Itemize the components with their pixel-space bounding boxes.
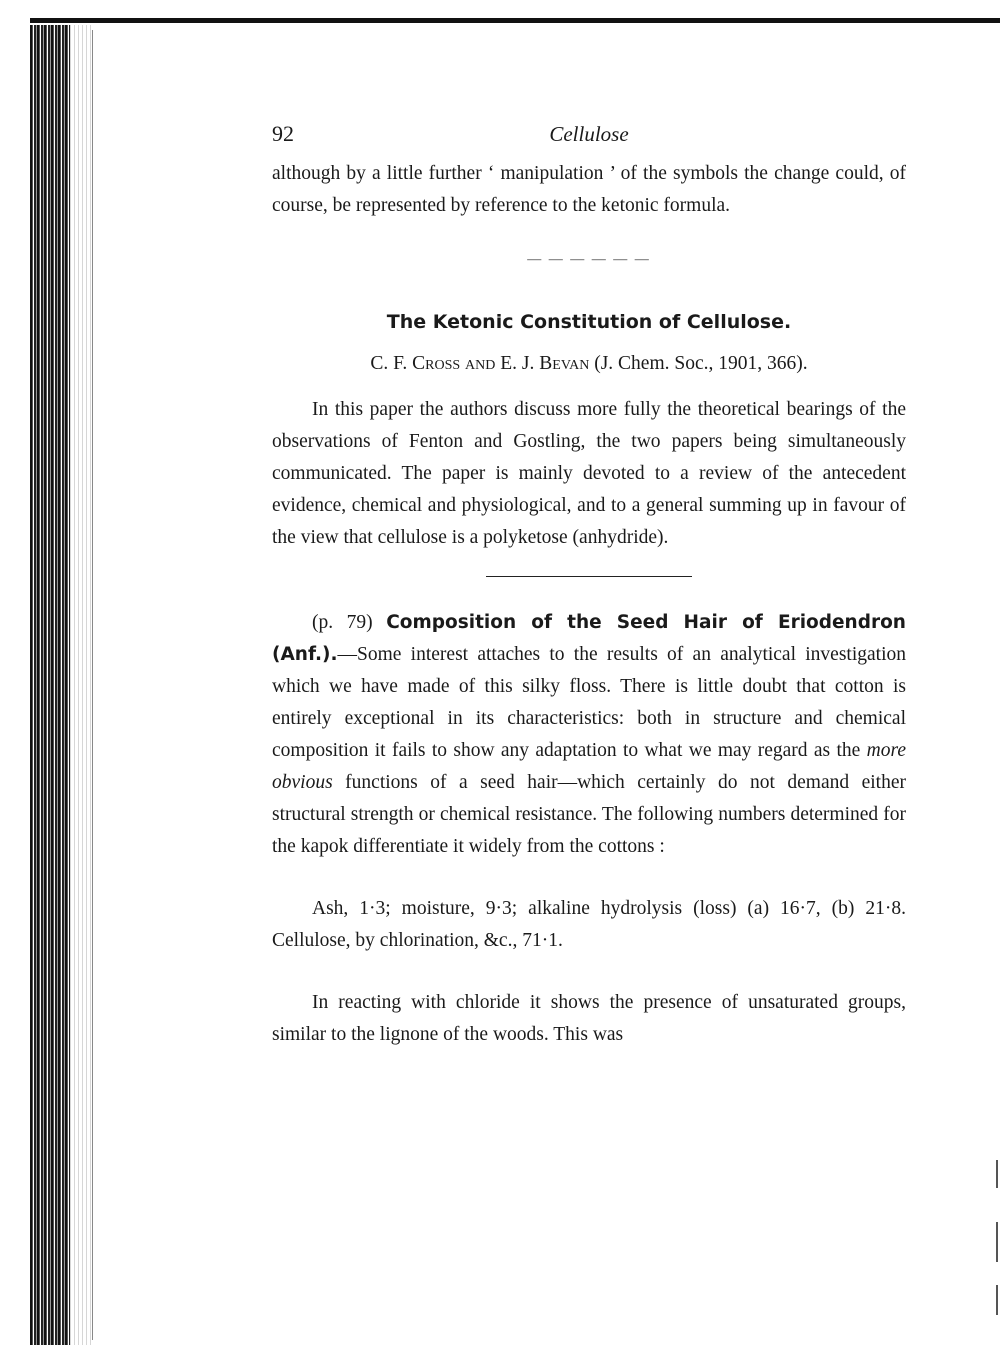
margin-mark [996, 1222, 998, 1262]
margin-mark [996, 1160, 998, 1188]
emphasis-text: more obvious [272, 740, 906, 793]
running-title: Cellulose [549, 122, 629, 146]
page-number: 92 [272, 121, 294, 146]
spacer [272, 863, 906, 893]
spacer [272, 957, 906, 987]
page-content [272, 110, 906, 1051]
kapok-text-a: —Some interest attaches to the results of an analytical investigation which we have made of this silky floss. There is little doubt that cotton is entirely exceptional in its characteristics: both in structure and chemical composition it fails to show any adaptation to what we may regard as the [272, 644, 906, 761]
kapok-paragraph [272, 607, 906, 863]
horizontal-rule [486, 576, 692, 577]
margin-mark [996, 1285, 998, 1315]
analysis-values: Ash, 1·3; moisture, 9·3; alkaline hydrolysis (loss) (a) 16·7, (b) 21·8. Cellulose, by chlorination, &c., 71·1. [272, 898, 906, 951]
abstract-paragraph: In this paper the authors discuss more fully the theoretical bearings of the observations of Fenton and Gostling, the two papers being simultaneously communicated. The paper is mainly devoted to a review of the antecedent evidence, chemical and physiological, and to a general summing up in favour of the view that cellulose is a polyketose (anhydride). [272, 399, 906, 548]
kapok-heading: Composition of the Seed Hair of Eriodendron (Anf.). [272, 612, 906, 665]
kapok-text-b: functions of a seed hair—which certainly do not demand either structural strength or chemical resistance. The following numbers determined for the kapok differentiate it widely from the cottons : [272, 772, 906, 857]
page-header [272, 110, 906, 158]
citation: (J. Chem. Soc., 1901, 366). [589, 353, 808, 374]
opening-paragraph: although by a little further ‘ manipulation ’ of the symbols the change could, of course, be represented by reference to the ketonic formula. [272, 163, 906, 216]
authors-line [272, 348, 906, 380]
section-separator: — — — — — — [527, 252, 651, 267]
top-border [30, 18, 1000, 23]
authors: C. F. Cross and E. J. Bevan [370, 353, 590, 374]
page-edge-line [92, 30, 93, 1340]
book-spine-shadow [30, 25, 70, 1345]
spine-edge [70, 25, 92, 1345]
section-title: The Ketonic Constitution of Cellulose. [386, 311, 792, 333]
page-reference: (p. 79) [312, 612, 387, 633]
final-paragraph: In reacting with chloride it shows the presence of unsaturated groups, similar to the lignone of the woods. This was [272, 992, 906, 1045]
